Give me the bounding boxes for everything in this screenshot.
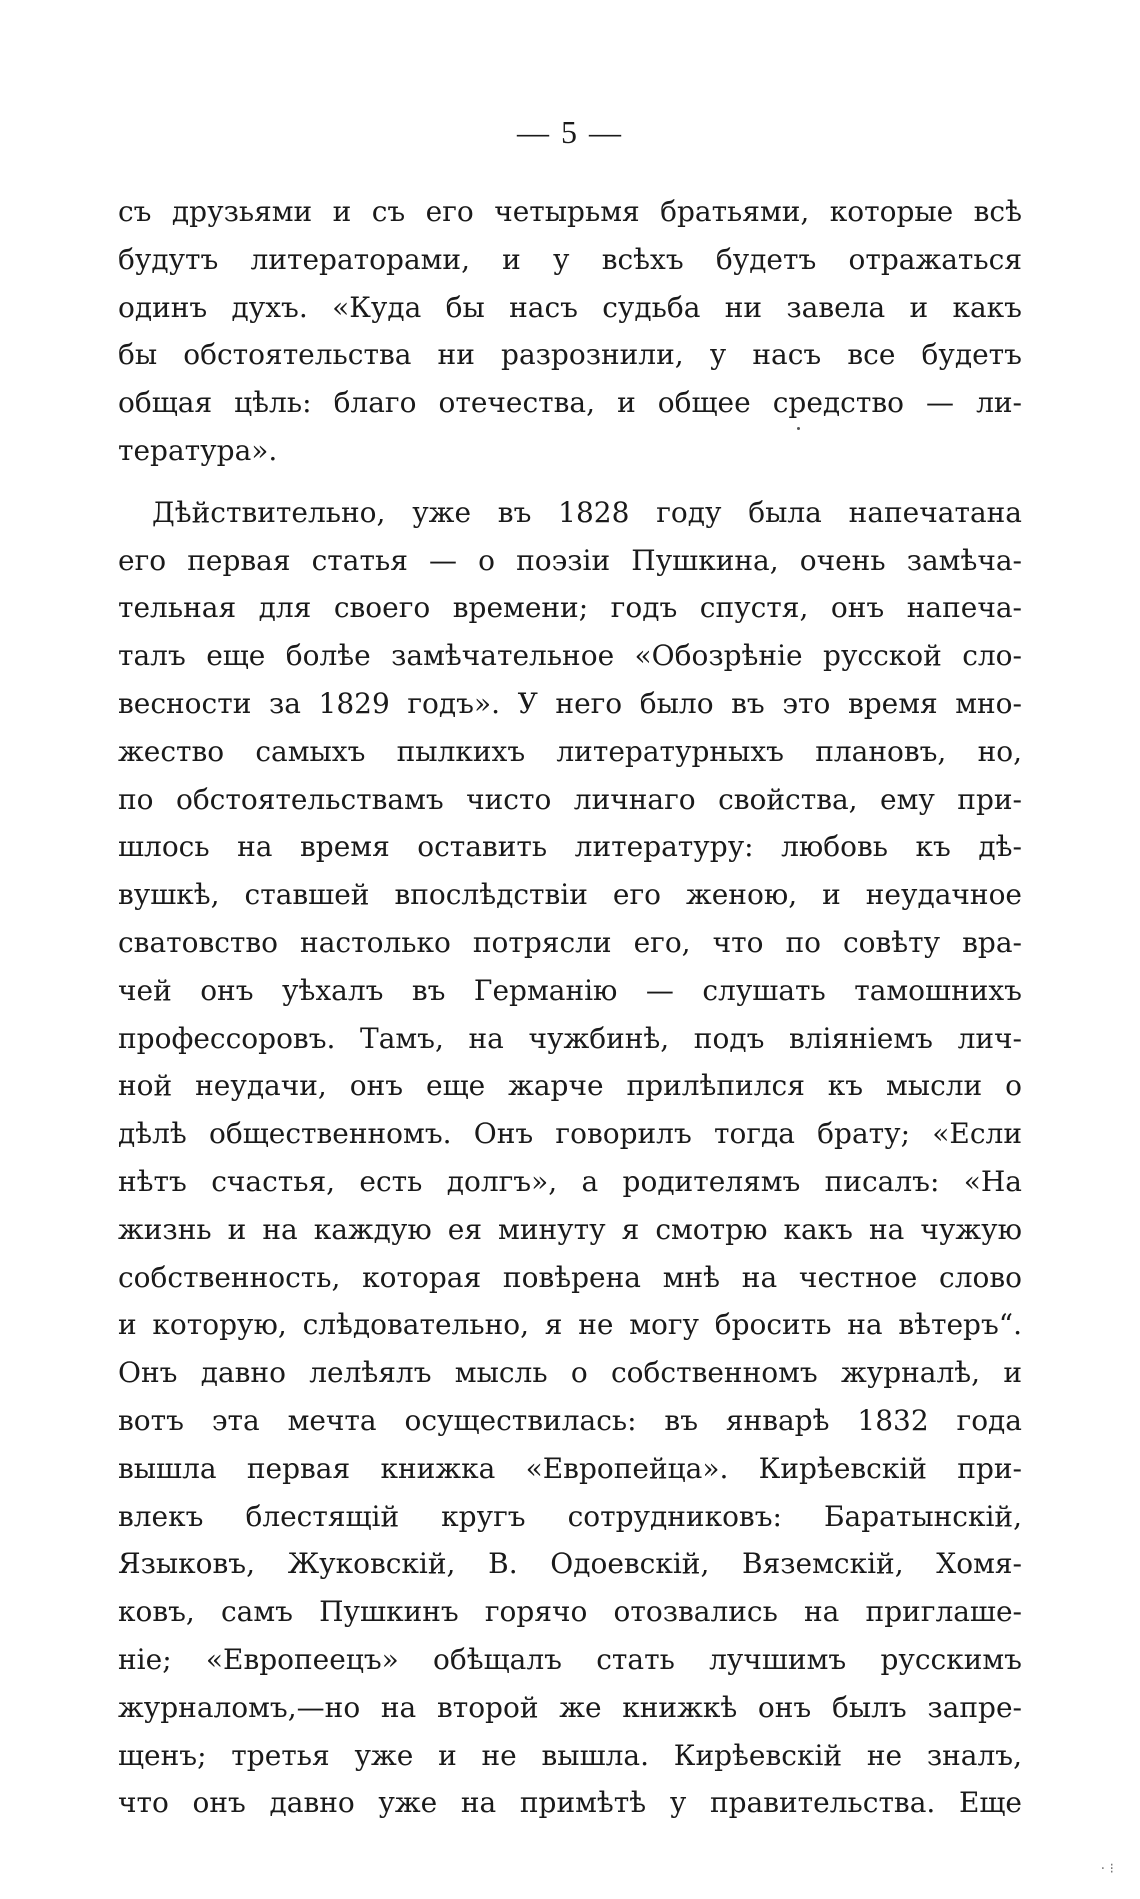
paragraph	[118, 489, 1022, 1827]
text-line: и которую, слѣдовательно, я не могу бросить на вѣтеръ“.	[118, 1308, 1022, 1342]
text-line: будутъ литераторами, и у всѣхъ будетъ отражаться	[118, 242, 1022, 276]
text-line: дѣлѣ общественномъ. Онъ говорилъ тогда брату; «Если	[118, 1117, 1022, 1151]
text-line: журналомъ,—но на второй же книжкѣ онъ былъ запре-	[118, 1690, 1022, 1724]
text-line: щенъ; третья уже и не вышла. Кирѣевскій не зналъ,	[118, 1738, 1022, 1772]
text-line: собственность, которая повѣрена мнѣ на честное слово	[118, 1260, 1022, 1294]
text-line: съ друзьями и съ его четырьмя братьями, которые всѣ	[118, 195, 1022, 228]
text-line: тература».	[118, 433, 278, 467]
page-number: — 5 —	[517, 114, 623, 150]
text-line: ковъ, самъ Пушкинъ горячо отозвались на приглаше-	[118, 1595, 1022, 1629]
text-line: профессоровъ. Тамъ, на чужбинѣ, подъ вліяніемъ лич-	[118, 1021, 1022, 1055]
text-line: шлось на время оставить литературу: любовь къ дѣ-	[118, 830, 1022, 864]
text-line: ніе; «Европеецъ» обѣщалъ стать лучшимъ русскимъ	[118, 1642, 1022, 1676]
scan-speck	[797, 427, 800, 430]
text-line: вышла первая книжка «Европейца». Кирѣевскій при-	[118, 1451, 1022, 1485]
paragraph-gap	[118, 475, 1022, 489]
paragraph	[118, 188, 1022, 475]
text-line: его первая статья — о поэзіи Пушкина, очень замѣча-	[118, 543, 1022, 577]
text-line: одинъ духъ. «Куда бы насъ судьба ни завела и какъ	[118, 290, 1022, 324]
text-line: тельная для своего времени; годъ спустя, онъ напеча-	[118, 591, 1022, 625]
text-line: что онъ давно уже на примѣтѣ у правительства. Еще	[118, 1786, 1022, 1820]
text-line: талъ еще болѣе замѣчательное «Обозрѣніе русской сло-	[118, 639, 1022, 673]
text-line: общая цѣль: благо отечества, и общее средство — ли-	[118, 386, 1022, 420]
text-line: нѣтъ счастья, есть долгъ», а родителямъ писалъ: «На	[118, 1164, 1022, 1198]
text-line: вотъ эта мечта осуществилась: въ январѣ 1832 года	[118, 1403, 1022, 1437]
text-line: сватовство настолько потрясли его, что по совѣту вра-	[118, 925, 1022, 959]
text-line: Языковъ, Жуковскій, В. Одоевскій, Вяземскій, Хомя-	[118, 1547, 1022, 1581]
text-line: Дѣйствительно, уже въ 1828 году была напечатана	[152, 495, 1022, 529]
text-line: жизнь и на каждую ея минуту я смотрю какъ на чужую	[118, 1212, 1022, 1246]
scan-edge-mark: · ⁝	[1100, 1861, 1114, 1877]
text-line: жество самыхъ пылкихъ литературныхъ плановъ, но,	[118, 734, 1022, 768]
text-line: бы обстоятельства ни разрознили, у насъ все будетъ	[118, 338, 1022, 372]
text-line: весности за 1829 годъ». У него было въ это время мно-	[118, 686, 1022, 720]
text-line: по обстоятельствамъ чисто личнаго свойства, ему при-	[118, 782, 1022, 816]
text-line: вушкѣ, ставшей впослѣдствіи его женою, и неудачное	[118, 878, 1022, 912]
text-line: Онъ давно лелѣялъ мысль о собственномъ журналѣ, и	[118, 1356, 1022, 1390]
body-text	[118, 188, 1022, 1827]
text-line: влекъ блестящій кругъ сотрудниковъ: Баратынскій,	[118, 1499, 1022, 1533]
text-line: ной неудачи, онъ еще жарче прилѣпился къ мысли о	[118, 1069, 1022, 1103]
text-line: чей онъ уѣхалъ въ Германію — слушать тамошнихъ	[118, 973, 1022, 1007]
